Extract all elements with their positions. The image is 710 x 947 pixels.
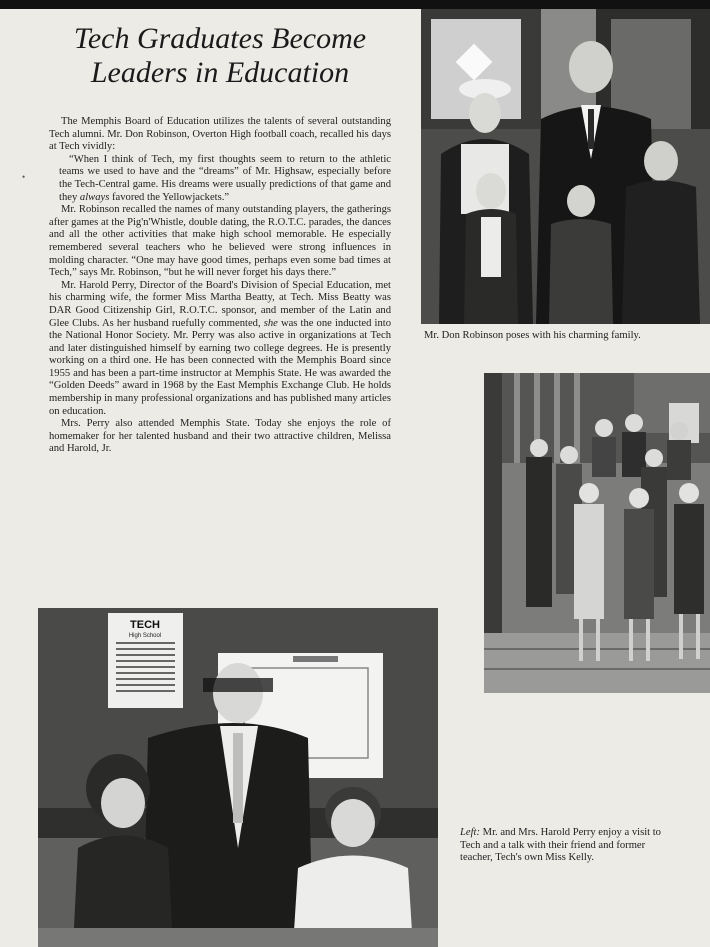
perry-emphasis: she [263,317,278,329]
paragraph-robinson: Mr. Robinson recalled the names of many outstanding players, the gatherings after games at the Pig'n'Whistle, double dating, the R.O.T.C. parades, the dances and all the other activities that make high school memorable. He especially remembered several teachers who he believed were strong influences in molding character. “One may have good times, perhaps even some bad times at Tech,” says Mr. Robinson, “but he will never forget his days there.” [49,204,391,279]
quote-emphasis: always [79,191,110,203]
perry-text-2: was the one inducted into the National Honor Society. Mr. Perry was also active in organizations at Tech and later distinguished himself by earning two college degrees. He is presently working on a third one. He has been connected with the Memphis Board since 1955 and has been a part-time instructor at Memphis State. He was awarded the “Golden Deeds” award in 1968 by the East Memphis Exchange Club. He holds membership in many professional organizations and has published many articles on education. [49,317,392,417]
perry-office-caption [460,827,680,865]
page-top-edge [0,0,710,9]
paragraph-quote [49,154,391,204]
perry-office-photo [38,608,438,947]
title-line-1: Tech Graduates Become [73,22,367,55]
tech-card-subtitle: High School [128,633,162,639]
title-line-2: Leaders in Education [90,56,350,89]
tech-card-title: TECH [130,619,160,631]
caption-left-label: Left: [460,827,481,838]
perry-text-1: Mr. Harold Perry, Director of the Board's Division of Special Education, met his charming wife, the former Miss Martha Beatty, at Tech. Miss Beatty was DAR Good Citizenship Girl, R.O.T.C. sponsor, and member of the Latin and Glee Clubs. As her husband ruefully commented, [49,279,391,329]
margin-mark: • [22,172,26,182]
paragraph-mrs-perry: Mrs. Perry also attended Memphis State. Today she enjoys the role of homemaker for her talented husband and their two attractive children, Melissa and Harold, Jr. [49,418,391,455]
robinson-family-photo [421,9,710,324]
article-title [30,22,410,90]
paragraph-perry [49,280,391,419]
quote-text-1: “When I think of Tech, my first thoughts seem to return to the athletic teams we used to have and the “dreams” of Mr. Highsaw, especially before the Tech-Central game. His dreams were usually predictions of that game and they [59,153,391,203]
caption-office-text: Mr. and Mrs. Harold Perry enjoy a visit to Tech and a talk with their friend and former teacher, Tech's own Miss Kelly. [460,827,661,864]
class-group-photo [484,373,710,693]
article-body [49,116,391,456]
robinson-family-caption: Mr. Don Robinson poses with his charming family. [424,330,641,341]
quote-text-2: favored the Yellowjackets.” [112,191,230,203]
paragraph-intro: The Memphis Board of Education utilizes the talents of several outstanding Tech alumni. Mr. Don Robinson, Overton High football coach, recalled his days at Tech vividly: [49,116,391,153]
